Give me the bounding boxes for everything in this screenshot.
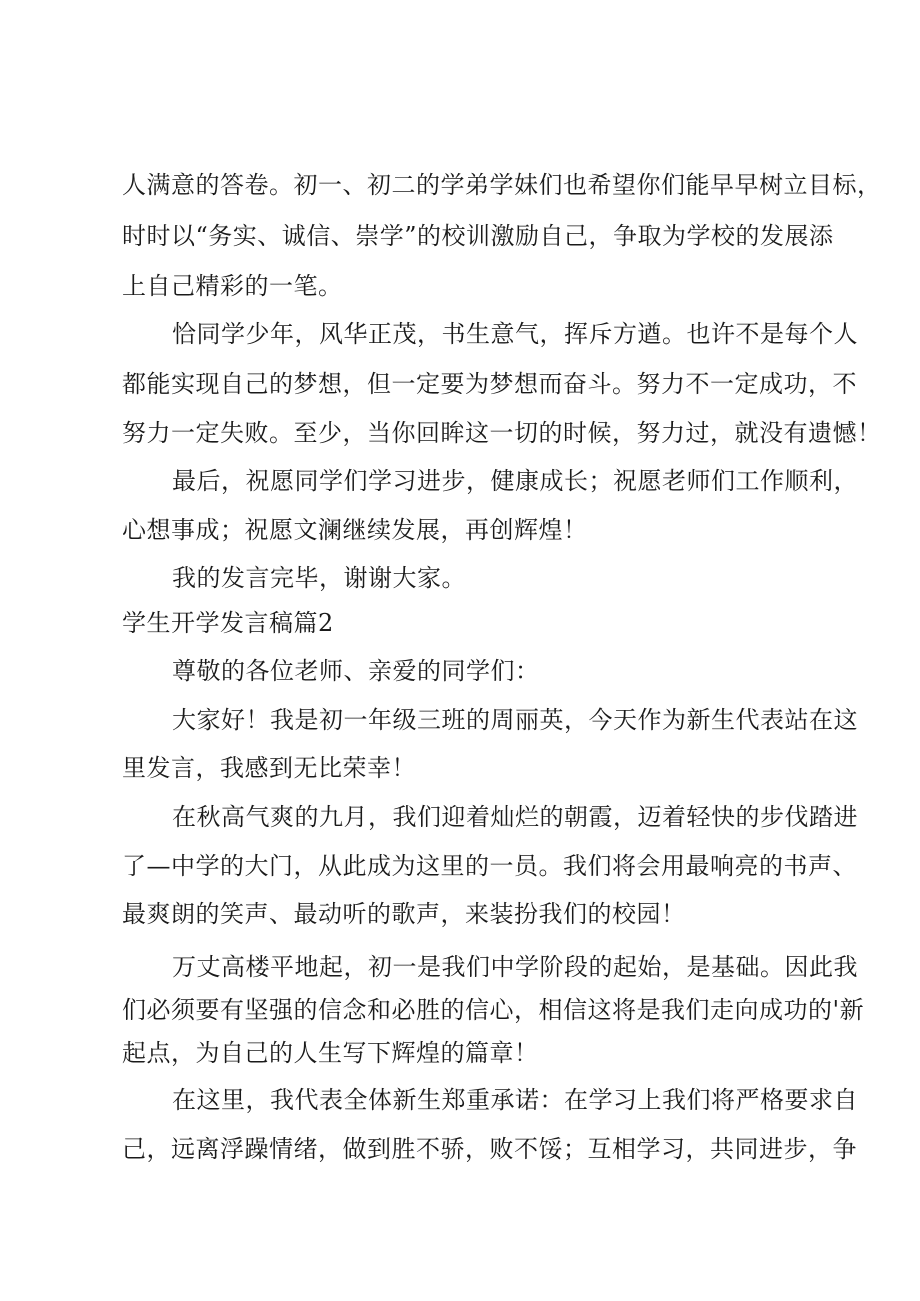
paragraph-start-line: 万丈高楼平地起，初一是我们中学阶段的起始，是基础。因此我 [172, 953, 858, 981]
paragraph-start-line: 大家好！我是初一年级三班的周丽英，今天作为新生代表站在这 [172, 706, 858, 734]
text-line: 都能实现自己的梦想，但一定要为梦想而奋斗。努力不一定成功，不 [122, 370, 857, 398]
text-line: 里发言，我感到无比荣幸！ [122, 754, 416, 782]
text-line: 己，远离浮躁情绪，做到胜不骄，败不馁；互相学习，共同进步，争 [122, 1135, 857, 1163]
text-line: 起点，为自己的人生写下辉煌的篇章！ [122, 1039, 539, 1067]
text-line: 了—中学的大门，从此成为这里的一员。我们将会用最响亮的书声、 [122, 852, 857, 880]
text-line: 努力一定失败。至少，当你回眸这一切的时候，努力过，就没有遗憾！ [122, 419, 882, 447]
text-line: 人满意的答卷。初一、初二的学弟学妹们也希望你们能早早树立目标， [122, 171, 882, 199]
section-heading: 学生开学发言稿篇2 [122, 609, 334, 637]
salutation-line: 尊敬的各位老师、亲爱的同学们： [172, 657, 540, 685]
paragraph-start-line: 恰同学少年，风华正茂，书生意气，挥斥方遒。也许不是每个人 [172, 320, 858, 348]
paragraph-start-line: 最后，祝愿同学们学习进步，健康成长；祝愿老师们工作顺利， [172, 467, 858, 495]
text-line: 最爽朗的笑声、最动听的歌声，来装扮我们的校园！ [122, 900, 686, 928]
text-line: 心想事成；祝愿文澜继续发展，再创辉煌！ [122, 516, 588, 544]
text-line: 时时以“务实、诚信、崇学”的校训激励自己，争取为学校的发展添 [122, 222, 834, 250]
paragraph-start-line: 在秋高气爽的九月，我们迎着灿烂的朝霞，迈着轻快的步伐踏进 [172, 803, 858, 831]
paragraph-start-line: 我的发言完毕，谢谢大家。 [172, 564, 466, 592]
text-line: 上自己精彩的一笔。 [122, 272, 343, 300]
paragraph-start-line: 在这里，我代表全体新生郑重承诺：在学习上我们将严格要求自 [172, 1086, 858, 1114]
text-line: 们必须要有坚强的信念和必胜的信心，相信这将是我们走向成功的'新 [122, 996, 865, 1024]
